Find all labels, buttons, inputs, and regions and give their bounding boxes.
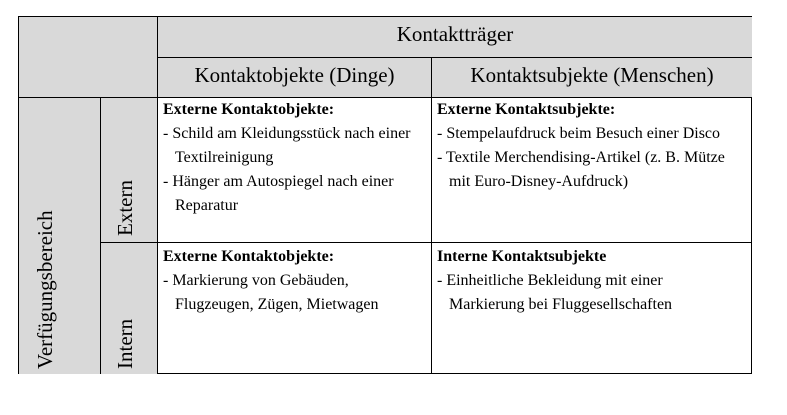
cell-intern-objekte [163, 245, 429, 317]
corner-cell [19, 17, 158, 97]
side-label-extern: Extern [113, 180, 137, 236]
header-kontaktsubjekte: Kontaktsubjekte (Menschen) [470, 63, 714, 87]
side-column-line [100, 97, 101, 374]
row-divider-line [100, 242, 752, 243]
cell-title: Externe Kontaktobjekte: [163, 101, 335, 118]
cell-title: Externe Kontaktsubjekte: [437, 101, 616, 118]
header-divider-line [158, 57, 752, 58]
list-item: - Hänger am Autospiegel nach einer Reparatur [163, 173, 394, 214]
list-item: - Einheitliche Bekleidung mit einer Markierung bei Fluggesellschaften [437, 272, 673, 313]
cell-intern-subjekte [437, 245, 737, 317]
list-item: - Markierung von Gebäuden, Flugzeugen, Zügen, Mietwagen [163, 272, 379, 313]
list-item: - Schild am Kleidungsstück nach einer Textilreinigung [163, 125, 411, 166]
cell-extern-objekte [163, 98, 429, 218]
cell-extern-subjekte [437, 98, 737, 194]
side-label-verfuegungsbereich: Verfügungsbereich [33, 210, 57, 369]
side-label-intern: Intern [113, 318, 137, 369]
header-kontakttraeger: Kontaktträger [396, 22, 514, 46]
header-kontaktobjekte: Kontaktobjekte (Dinge) [194, 63, 395, 87]
cell-title: Externe Kontaktobjekte: [163, 248, 335, 265]
list-item: - Stempelaufdruck beim Besuch einer Disco [437, 125, 721, 142]
list-item: - Textile Merchendising-Artikel (z. B. Mütze mit Euro-Disney-Aufdruck) [437, 149, 725, 190]
contact-carrier-table [18, 16, 752, 374]
column-divider-line [431, 57, 432, 374]
cell-title: Interne Kontaktsubjekte [437, 248, 607, 265]
